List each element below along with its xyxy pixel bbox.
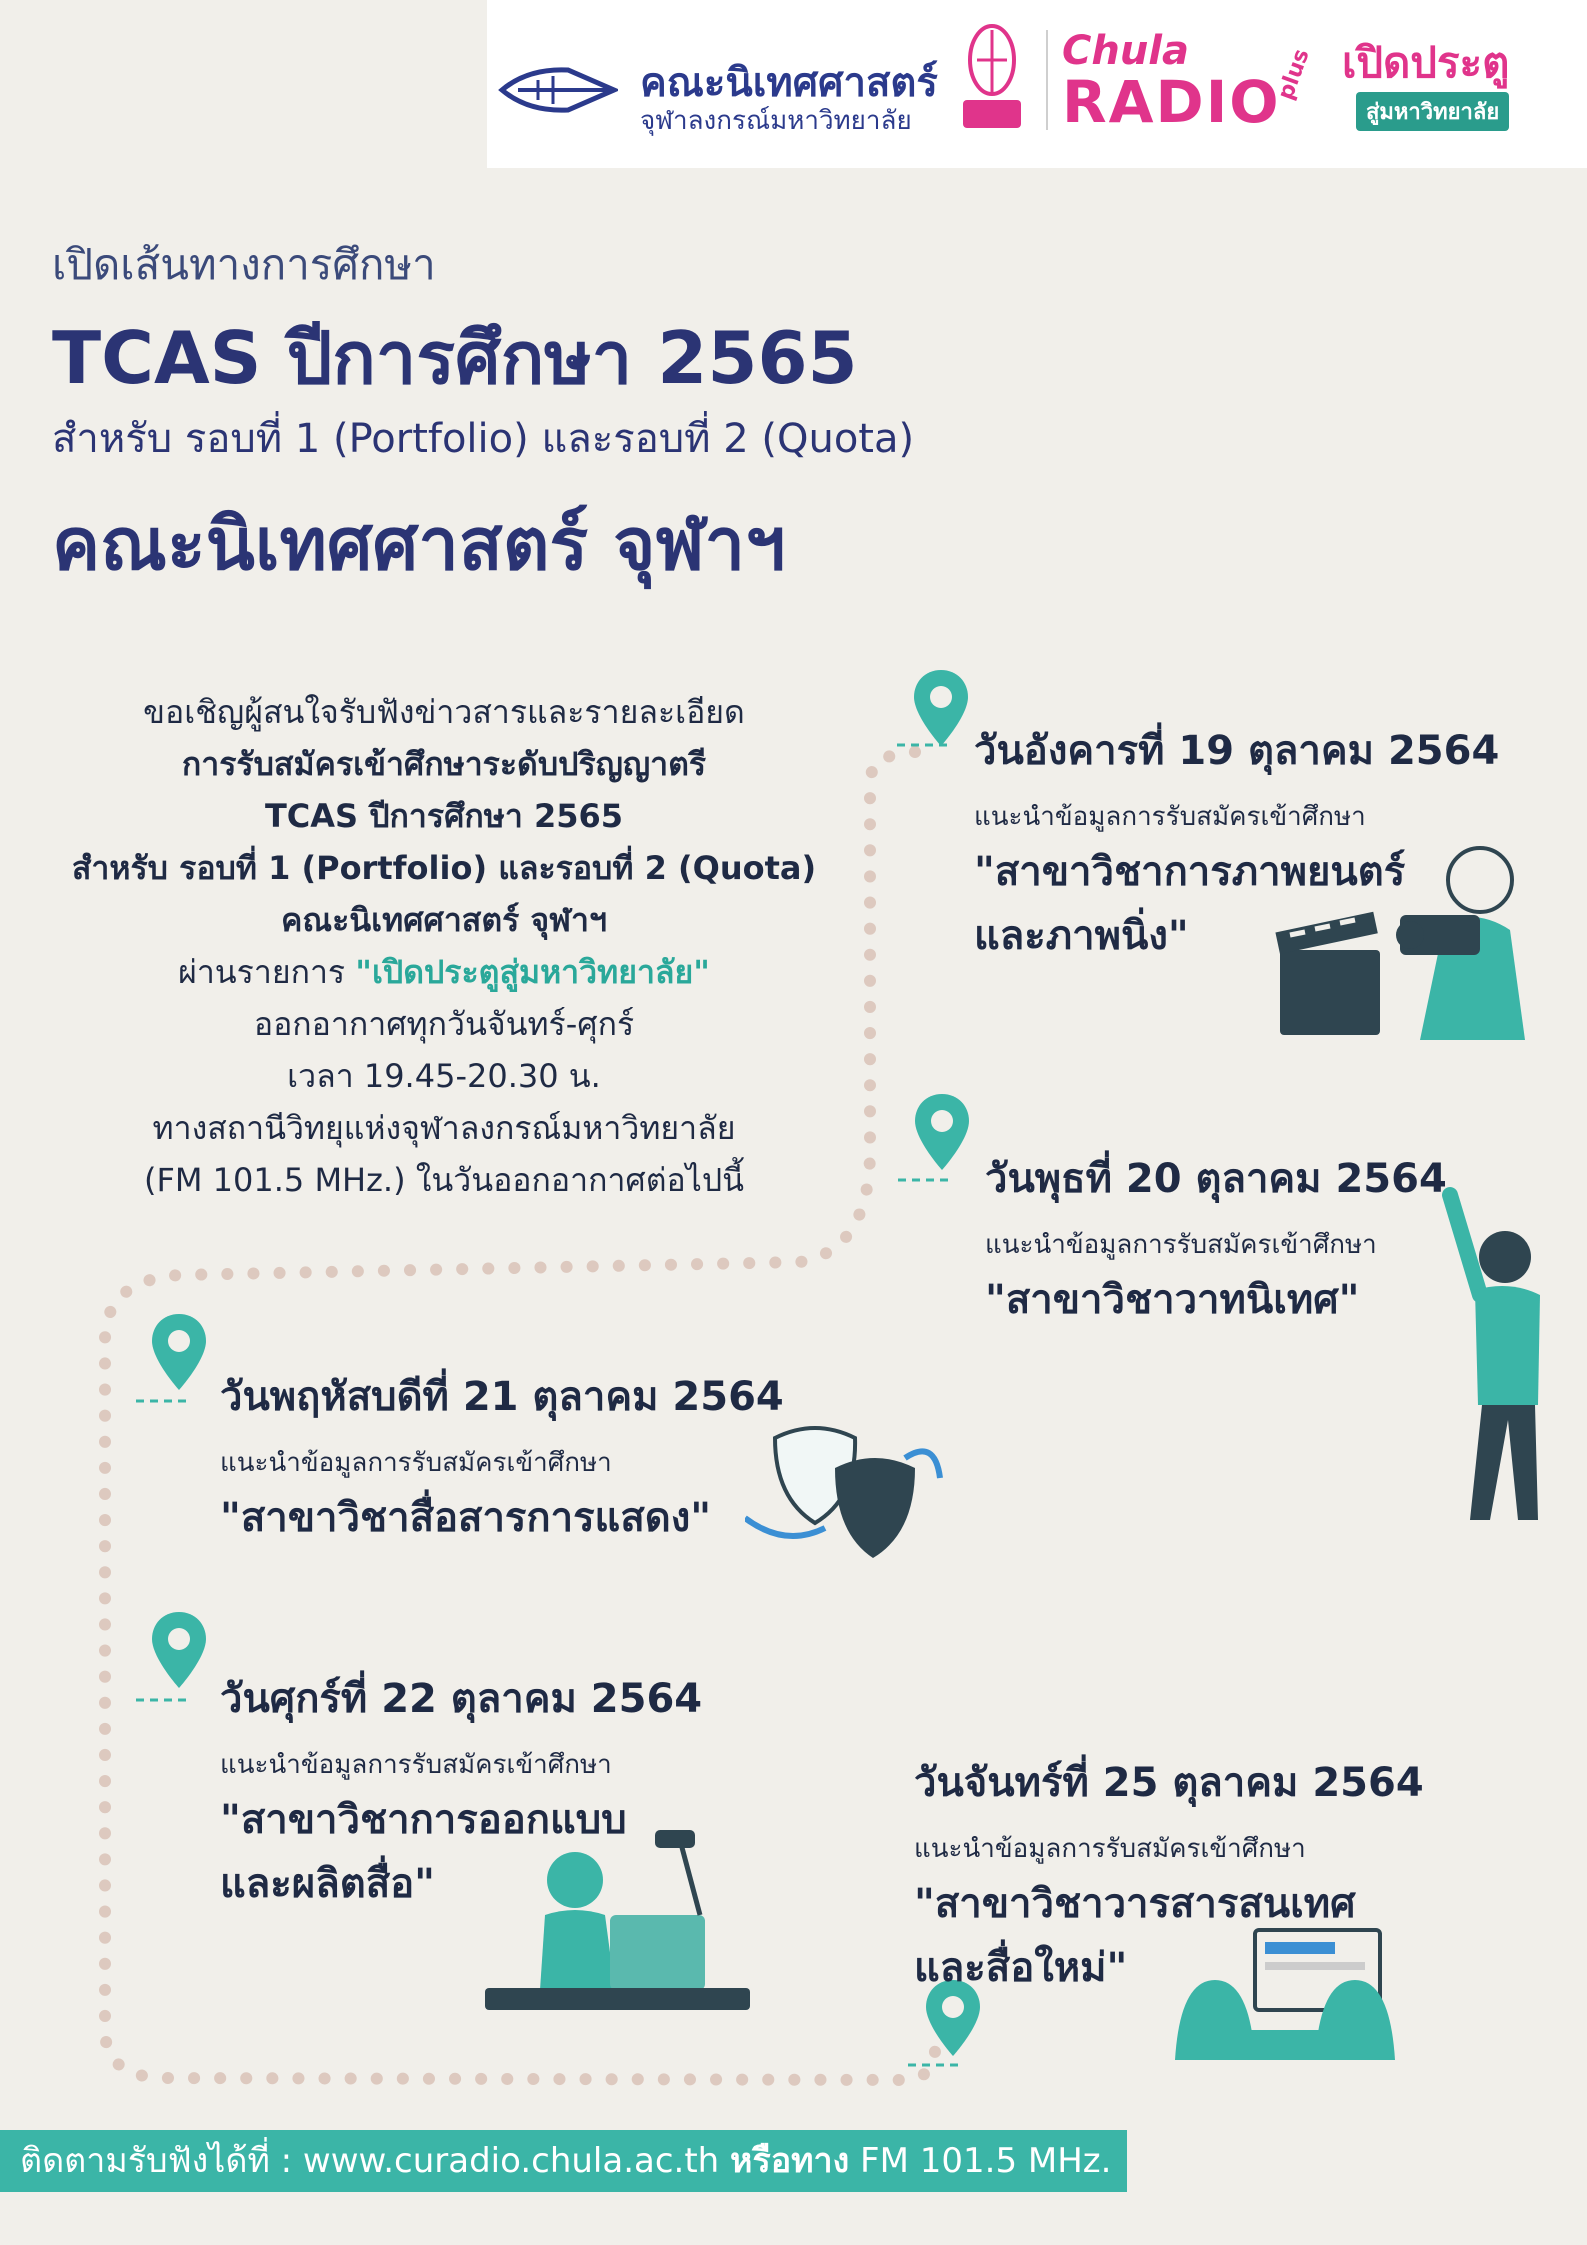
intro-program-name: "เปิดประตูสู่มหาวิทยาลัย" xyxy=(355,953,710,991)
theater-masks-icon xyxy=(745,1418,945,1568)
intro-line: การรับสมัครเข้าศึกษาระดับปริญญาตรี xyxy=(181,745,707,783)
footer-bar xyxy=(0,2130,1127,2192)
filmmaker-illustration-icon xyxy=(1270,840,1540,1050)
conch-shell-logo-icon xyxy=(498,60,618,120)
intro-line: ขอเชิญผู้สนใจรับฟังข่าวสารและรายละเอียด xyxy=(143,693,745,731)
event-desc: แนะนำข้อมูลการรับสมัครเข้าศึกษา xyxy=(220,1750,612,1780)
event-major: "สาขาวิชาวาทนิเทศ" xyxy=(985,1277,1360,1323)
event-3 xyxy=(220,1364,784,1547)
event-major: "สาขาวิชาวารสารสนเทศ xyxy=(914,1881,1356,1927)
event-date: วันพฤหัสบดีที่ 21 ตุลาคม 2564 xyxy=(220,1374,784,1420)
event-major: และภาพนิ่ง" xyxy=(974,913,1189,959)
event-desc: แนะนำข้อมูลการรับสมัครเข้าศึกษา xyxy=(985,1230,1377,1260)
event-date: วันศุกร์ที่ 22 ตุลาคม 2564 xyxy=(220,1676,703,1722)
intro-line: ออกอากาศทุกวันจันทร์-ศุกร์ xyxy=(253,1005,635,1043)
show-logo-sub: สู่มหาวิทยาลัย xyxy=(1356,92,1509,131)
intro-line: คณะนิเทศศาสตร์ จุฬาฯ xyxy=(281,901,607,939)
intro-program-prefix: ผ่านรายการ xyxy=(178,953,356,991)
event-desc: แนะนำข้อมูลการรับสมัครเข้าศึกษา xyxy=(914,1834,1306,1864)
intro-line: สำหรับ รอบที่ 1 (Portfolio) และรอบที่ 2 (Quota) xyxy=(71,849,817,887)
show-logo-title: เปิดประตู xyxy=(1342,38,1510,87)
chula-crest-icon xyxy=(955,20,1030,138)
location-pin-icon xyxy=(912,668,970,748)
title-kicker: เปิดเส้นทางการศึกษา xyxy=(52,240,436,289)
journalists-illustration-icon xyxy=(1165,1920,1400,2060)
footer-bold: หรือทาง xyxy=(730,2141,850,2181)
location-pin-icon xyxy=(913,1092,971,1172)
dash-marker xyxy=(908,2062,958,2068)
event-major: "สาขาวิชาสื่อสารการแสดง" xyxy=(220,1495,712,1541)
event-major: "สาขาวิชาการออกแบบ xyxy=(220,1797,627,1843)
event-major: และสื่อใหม่" xyxy=(914,1945,1128,1991)
radio-logo-main: RADIO xyxy=(1062,68,1281,136)
event-major: และผลิตสื่อ" xyxy=(220,1861,435,1907)
dash-marker xyxy=(898,1177,948,1183)
faculty-name: คณะนิเทศศาสตร์ xyxy=(640,60,938,106)
university-name: จุฬาลงกรณ์มหาวิทยาลัย xyxy=(640,106,912,136)
intro-line: (FM 101.5 MHz.) ในวันออกอากาศต่อไปนี้ xyxy=(143,1161,745,1199)
event-desc: แนะนำข้อมูลการรับสมัครเข้าศึกษา xyxy=(220,1448,612,1478)
radio-logo-top: Chula xyxy=(1062,28,1190,74)
location-pin-icon xyxy=(150,1610,208,1690)
intro-line: เวลา 19.45-20.30 น. xyxy=(287,1057,601,1095)
podcast-studio-illustration-icon xyxy=(485,1820,750,2010)
logo-divider xyxy=(1046,30,1048,130)
intro-line: ทางสถานีวิทยุแห่งจุฬาลงกรณ์มหาวิทยาลัย xyxy=(152,1109,736,1147)
intro-line: TCAS ปีการศึกษา 2565 xyxy=(264,797,624,835)
radio-logo-plus: plus xyxy=(1273,45,1315,104)
footer-tail: FM 101.5 MHz. xyxy=(849,2141,1112,2181)
event-major: "สาขาวิชาการภาพยนตร์ xyxy=(974,849,1406,895)
dash-marker xyxy=(136,1697,186,1703)
title-main: TCAS ปีการศึกษา 2565 xyxy=(52,316,858,400)
intro-text xyxy=(40,686,848,1206)
title-faculty: คณะนิเทศศาสตร์ จุฬาฯ xyxy=(52,502,786,586)
dash-marker xyxy=(897,742,947,748)
location-pin-icon xyxy=(150,1312,208,1392)
event-date: วันอังคารที่ 19 ตุลาคม 2564 xyxy=(974,728,1500,774)
title-rounds: สำหรับ รอบที่ 1 (Portfolio) และรอบที่ 2 (Quota) xyxy=(52,416,915,462)
event-2 xyxy=(985,1146,1447,1329)
dash-marker xyxy=(136,1398,186,1404)
speaker-woman-illustration-icon xyxy=(1420,1185,1560,1530)
footer-label: ติดตามรับฟังได้ที่ : www.curadio.chula.ac.th xyxy=(20,2141,731,2181)
intro-line xyxy=(40,946,848,998)
event-date: วันพุธที่ 20 ตุลาคม 2564 xyxy=(985,1156,1447,1202)
event-date: วันจันทร์ที่ 25 ตุลาคม 2564 xyxy=(914,1760,1424,1806)
event-desc: แนะนำข้อมูลการรับสมัครเข้าศึกษา xyxy=(974,802,1366,832)
